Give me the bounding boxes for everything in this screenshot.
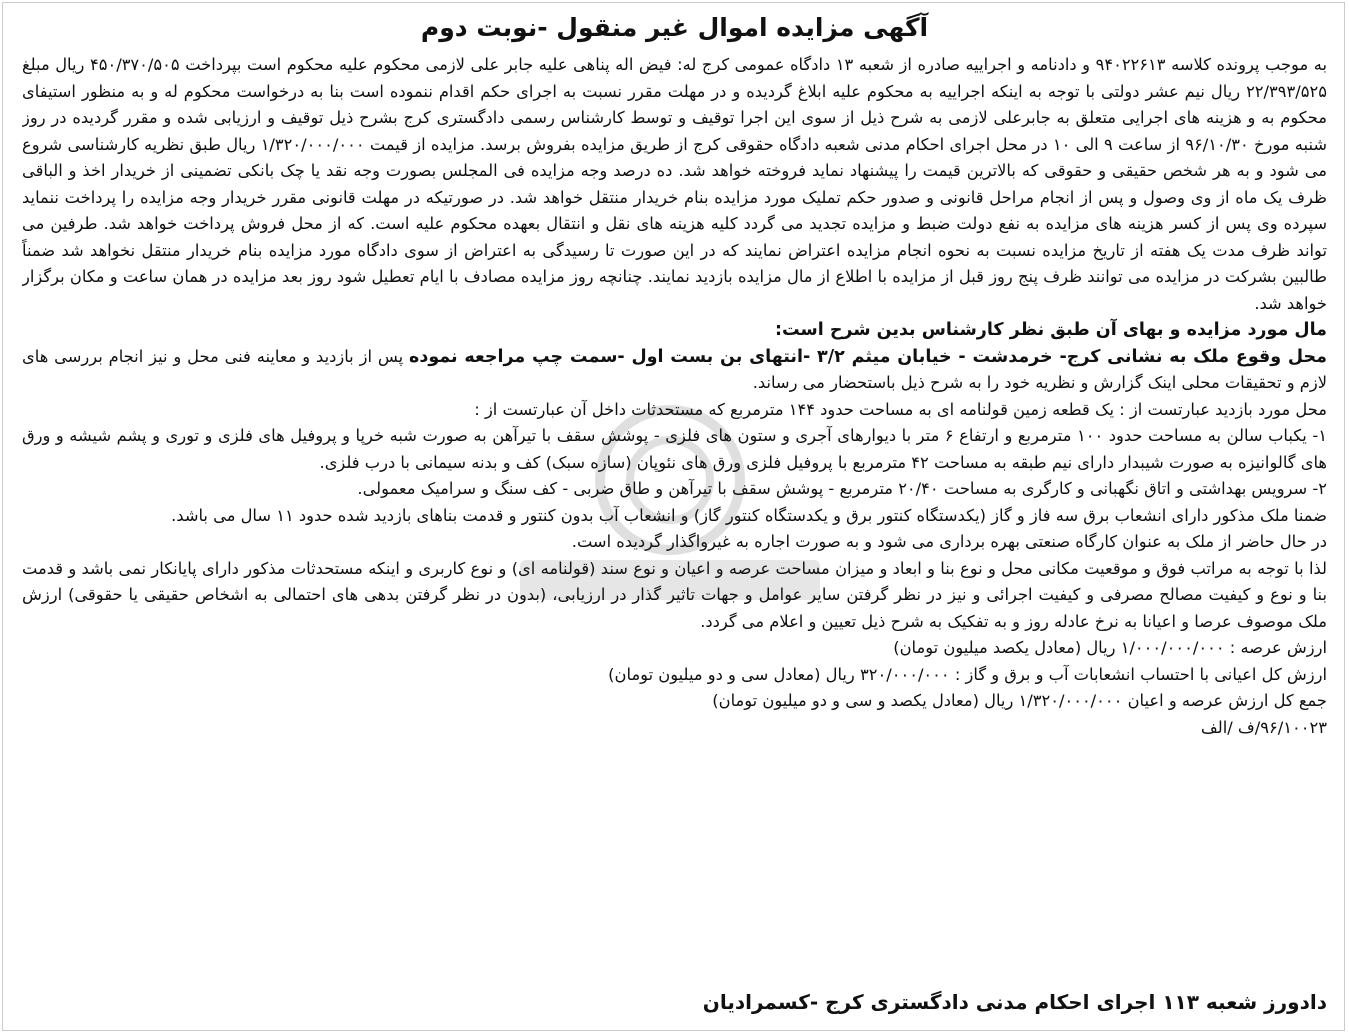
- assessment-paragraph: لذا با توجه به مراتب فوق و موقعیت مکانی محل و نوع بنا و ابعاد و میزان مساحت عرصه و اعیان و نوع سند (قولنامه ای) و نوع کاربری و اینکه مستحدثات مذکور دارای پایانکار نمی باشد و قدمت بنا و نوع و کیفیت مصالح مصرفی و کیفیت اجرائی و نیز در نظر گرفتن سایر عوامل و جهات تاثیر گذار در ارزیابی، (بدون در نظر گرفتن بدهی های احتمالی به اشخاص حقیقی یا حقوقی) ارزش ملک موصوف عرصا و اعیانا به نرخ عادله روز و به تفکیک به شرح ذیل تعیین و اعلام می گردد.: [22, 558, 1327, 631]
- current-use-paragraph: در حال حاضر از ملک به عنوان کارگاه صنعتی بهره برداری می شود و به صورت اجاره به غیرواگذار گردیده است.: [571, 532, 1327, 551]
- value-land: ارزش عرصه : ۱/۰۰۰/۰۰۰/۰۰۰ ریال (معادل یکصد میلیون تومان): [893, 638, 1327, 657]
- utilities-paragraph: ضمنا ملک مذکور دارای انشعاب برق سه فاز و گاز (یکدستگاه کنتور برق و یکدستگاه کنتور گاز) و انشعاب آب بدون کنتور و قدمت بناهای بازدید شده حدود ۱۱ سال می باشد.: [171, 505, 1327, 525]
- location-address: محل وقوع ملک به نشانی کرج- خرمدشت - خیابان میثم ۳/۲ -انتهای بن بست اول -سمت چپ مراجعه نموده: [409, 346, 1327, 367]
- location-rest: پس از بازدید و معاینه فنی محل و نیز انجام بررسی های لازم و تحقیقات محلی اینک گزارش و نظریه خود را به شرح ذیل باستحضار می رساند.: [22, 346, 1327, 392]
- value-building: ارزش کل اعیانی با احتساب انشعابات آب و برق و گاز : ۳۲۰/۰۰۰/۰۰۰ ریال (معادل سی و دو میلیون تومان): [608, 664, 1327, 684]
- reference-number: ۹۶/۱۰۰۲۳/ف /الف: [1200, 717, 1327, 737]
- notice-title: آگهی مزایده اموال غیر منقول -نوبت دوم: [420, 13, 929, 42]
- subject-heading: مال مورد مزایده و بهای آن طبق نظر کارشناس بدین شرح است:: [775, 320, 1327, 340]
- auction-notice: [22, 10, 1327, 1025]
- visited-place: محل مورد بازدید عبارتست از : یک قطعه زمین قولنامه ای به مساحت حدود ۱۴۴ مترمربع که مستحدثات داخل آن عبارتست از :: [474, 399, 1327, 419]
- value-total: جمع کل ارزش عرصه و اعیان ۱/۳۲۰/۰۰۰/۰۰۰ ریال (معادل یکصد و سی و دو میلیون تومان): [712, 691, 1327, 710]
- signature: دادورز شعبه ۱۱۳ اجرای احکام مدنی دادگستری کرج -کسمرادیان: [702, 990, 1327, 1014]
- notice-body: [22, 52, 1327, 741]
- location-paragraph: [22, 344, 1327, 397]
- item-1: ۱- یکباب سالن به مساحت حدود ۱۰۰ مترمربع و ارتفاع ۶ متر با دیوارهای آجری و ستون های فلزی - پوشش سقف با تیرآهن به صورت شبه خرپا و پروفیل های فلزی و توری و پشم شیشه و ورق های گالوانیزه به صورت شیبدار دارای نیم طبقه به مساحت ۴۲ مترمربع با پروفیل فلزی ورق های نئوپان (سازه سبک) کف و بدنه سیمانی با درب فلزی.: [22, 426, 1327, 472]
- main-paragraph: به موجب پرونده کلاسه ۹۴۰۲۲۶۱۳ و دادنامه و اجراییه صادره از شعبه ۱۳ دادگاه عمومی کرج له: فیض اله پناهی علیه جابر علی لازمی محکوم علیه محکوم است بپرداخت ۴۵۰/۳۷۰/۵۰۵ ریال مبلغ ۲۲/۳۹۳/۵۲۵ ریال نیم عشر دولتی با توجه به اینکه اجراییه به محکوم علیه ابلاغ گردیده و در مهلت مقرر نسبت به اجرای حکم اقدام ننموده است بنا به درخواست محکوم له و به منظور استیفای محکوم به و هزینه های اجرایی متعلق به جابرعلی لازمی به شرح ذیل از سوی این اجرا توقیف و توسط کارشناس رسمی دادگستری کرج بشرح ذیل توقیف و ارزیابی شده و مقرر گردیده در روز شنبه مورخ ۹۶/۱۰/۳۰ از ساعت ۹ الی ۱۰ در محل اجرای احکام مدنی شعبه دادگاه حقوقی کرج از طریق مزایده بفروش برسد. مزایده از قیمت ۱/۳۲۰/۰۰۰/۰۰۰ ریال طبق نظریه کارشناسی شروع می شود و به هر شخص حقیقی و حقوقی که بالاترین قیمت را پیشنهاد نماید فروخته خواهد شد. ده درصد وجه مزایده فی المجلس بصورت وجه نقد یا چک بانکی تضمینی از خریدار اخذ و الباقی ظرف یک ماه از وی وصول و پس از انجام مراحل قانونی و صدور حکم تملیک مورد مزایده بنام خریدار منتقل خواهد شد. در صورتیکه در مهلت قانونی مقرر خریدار وجه مزایده را پرداخت ننماید سپرده وی پس از کسر هزینه های مزایده به نفع دولت ضبط و مزایده تجدید می گردد کلیه هزینه های نقل و انتقال بعهده محکوم علیه است. که از محل فروش پرداخت خواهد شد. طرفین می تواند ظرف مدت یک هفته از تاریخ مزایده نسبت به نحوه انجام مزایده اعتراض نمایند که در این صورت تا رسیدگی به اعتراض از سوی دادگاه مورد مزایده بنام خریدار منتقل نخواهد شد ضمناً طالبین بشرکت در مزایده می توانند ظرف پنج روز قبل از مزایده با اطلاع از مال مزایده بازدید نمایند. چنانچه روز مزایده مصادف با ایام تعطیل شود روز بعد مزایده در همان ساعت و مکان برگزار خواهد شد.: [22, 55, 1327, 313]
- item-2: ۲- سرویس بهداشتی و اتاق نگهبانی و کارگری به مساحت ۲۰/۴۰ مترمربع - پوشش سقف با تیرآهن و طاق ضربی - کف سنگ و سرامیک معمولی.: [357, 479, 1327, 498]
